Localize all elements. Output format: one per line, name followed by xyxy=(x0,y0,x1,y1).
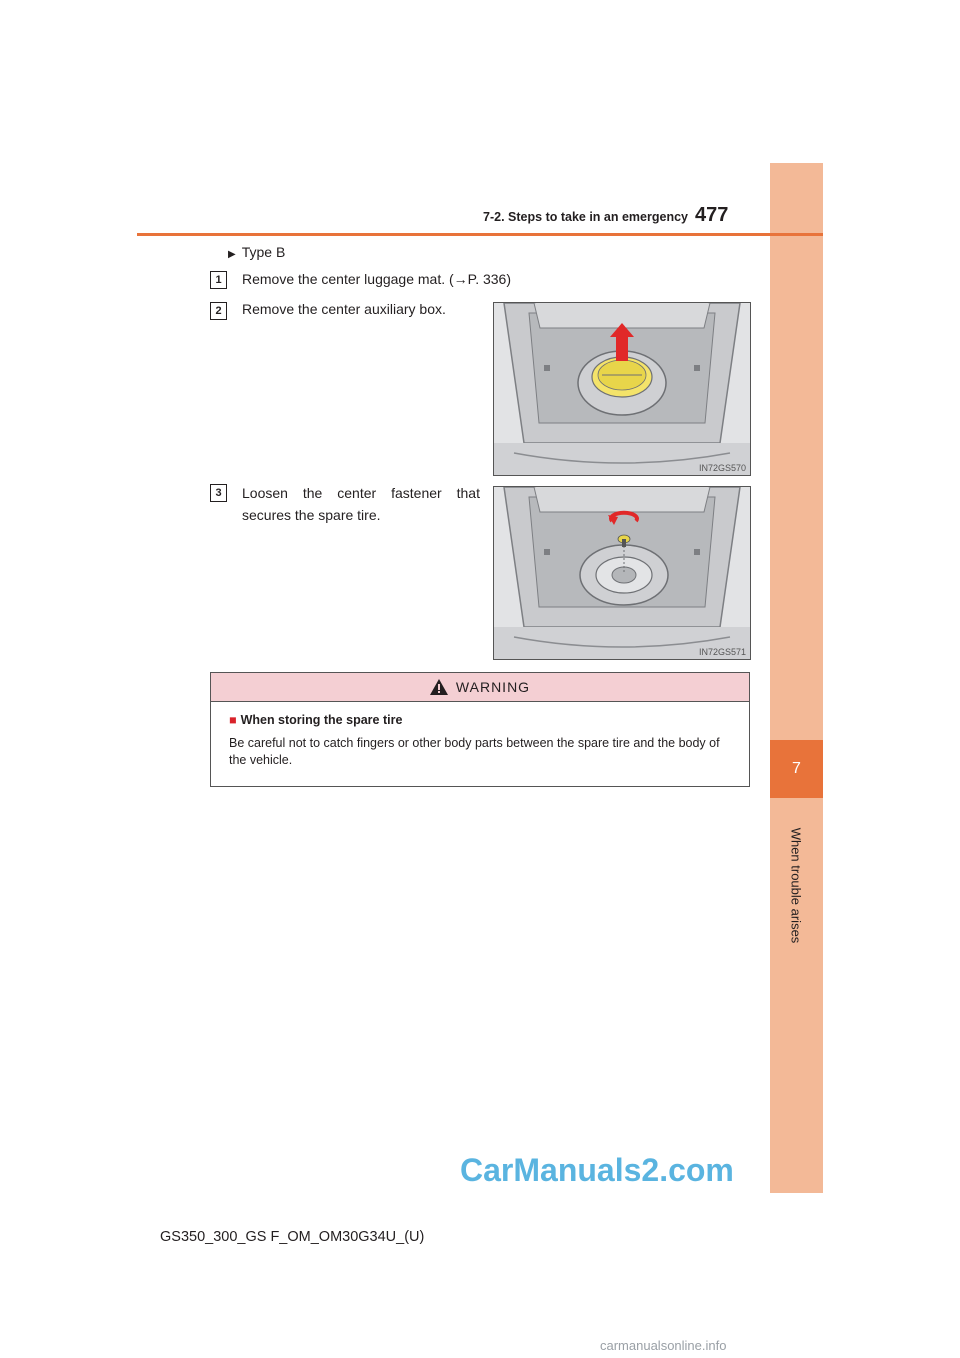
step-number-3: 3 xyxy=(210,484,227,502)
watermark-footer: carmanualsonline.info xyxy=(600,1338,727,1353)
type-label: ▶ Type B xyxy=(228,244,286,260)
warning-heading: WARNING xyxy=(455,679,531,695)
figure-remove-auxiliary-box xyxy=(493,302,751,476)
warning-box xyxy=(210,672,750,787)
figure-loosen-fastener xyxy=(493,486,751,660)
step-number-2: 2 xyxy=(210,302,227,320)
step-text-2: Remove the center auxiliary box. xyxy=(242,301,446,317)
header-rule xyxy=(137,233,823,236)
warning-title: ■ When storing the spare tire xyxy=(229,713,403,727)
triangle-bullet-icon: ▶ xyxy=(228,249,236,260)
step-number-1: 1 xyxy=(210,271,227,289)
chapter-side-tab xyxy=(770,163,823,1193)
trunk-auxiliary-box-illustration xyxy=(494,303,750,475)
watermark-logo: CarManuals2.com xyxy=(460,1152,734,1188)
warning-body xyxy=(211,702,749,769)
warning-triangle-icon xyxy=(430,679,448,695)
step-text-3: Loosen the center fastener that secures the spare tire. xyxy=(242,485,480,523)
chapter-label: When trouble arises xyxy=(788,827,804,943)
section-title: 7-2. Steps to take in an emergency xyxy=(483,210,688,224)
warning-text: Be careful not to catch fingers or other body parts between the spare tire and the body of the vehicle. xyxy=(229,736,720,767)
figure-code: IN72GS571 xyxy=(698,647,746,657)
page-number: 477 xyxy=(695,204,729,226)
figure-code: IN72GS570 xyxy=(698,463,746,473)
chapter-number: 7 xyxy=(770,740,823,798)
square-bullet-icon: ■ xyxy=(229,713,237,727)
warning-header xyxy=(211,673,749,702)
step-text-1: Remove the center luggage mat. (→P. 336) xyxy=(242,271,512,287)
spare-tire-fastener-illustration xyxy=(494,487,750,659)
footer-doc-code: GS350_300_GS F_OM_OM30G34U_(U) xyxy=(160,1229,425,1245)
